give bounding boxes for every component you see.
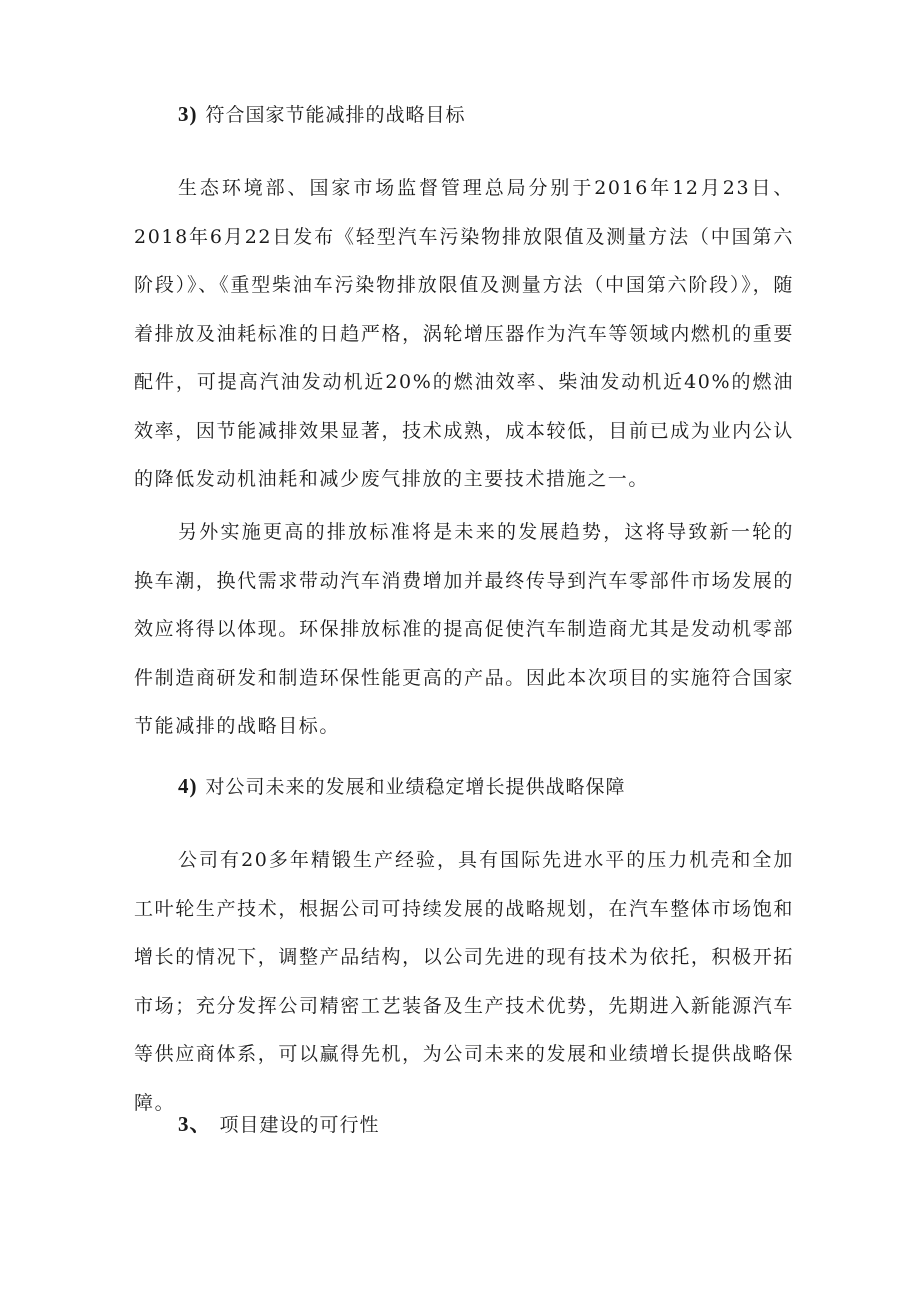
section-number: 3) [178, 102, 198, 126]
section-number: 4) [178, 774, 198, 798]
section-number: 3、 [178, 1112, 212, 1136]
section-heading [178, 772, 626, 799]
section-title: 项目建设的可行性 [219, 1114, 380, 1136]
section-heading [178, 1108, 380, 1138]
section-title: 符合国家节能减排的战略目标 [205, 104, 466, 126]
section-heading [178, 100, 466, 127]
body-paragraph: 生态环境部、国家市场监督管理总局分别于2016年12月23日、2018年6月22日发布《轻型汽车污染物排放限值及测量方法（中国第六阶段）》、《重型柴油车污染物排放限值及测量方法（中国第六阶段）》，随着排放及油耗标准的日趋严格，涡轮增压器作为汽车等领域内燃机的重要配件，可提高汽油发动机近20%的燃油效率、柴油发动机近40%的燃油效率，因节能减排效果显著，技术成熟，成本较低，目前已成为业内公认的降低发动机油耗和减少废气排放的主要技术措施之一。 [134, 177, 794, 490]
body-paragraph: 公司有20多年精锻生产经验，具有国际先进水平的压力机壳和全加工叶轮生产技术，根据公司可持续发展的战略规划，在汽车整体市场饱和增长的情况下，调整产品结构，以公司先进的现有技术为依托，积极开拓市场；充分发挥公司精密工艺装备及生产技术优势，先期进入新能源汽车等供应商体系，可以赢得先机，为公司未来的发展和业绩增长提供战略保障。 [134, 849, 794, 1114]
body-paragraph: 另外实施更高的排放标准将是未来的发展趋势，这将导致新一轮的换车潮，换代需求带动汽车消费增加并最终传导到汽车零部件市场发展的效应将得以体现。环保排放标准的提高促使汽车制造商尤其是发动机零部件制造商研发和制造环保性能更高的产品。因此本次项目的实施符合国家节能减排的战略目标。 [134, 521, 794, 737]
section-title: 对公司未来的发展和业绩稳定增长提供战略保障 [205, 776, 626, 798]
